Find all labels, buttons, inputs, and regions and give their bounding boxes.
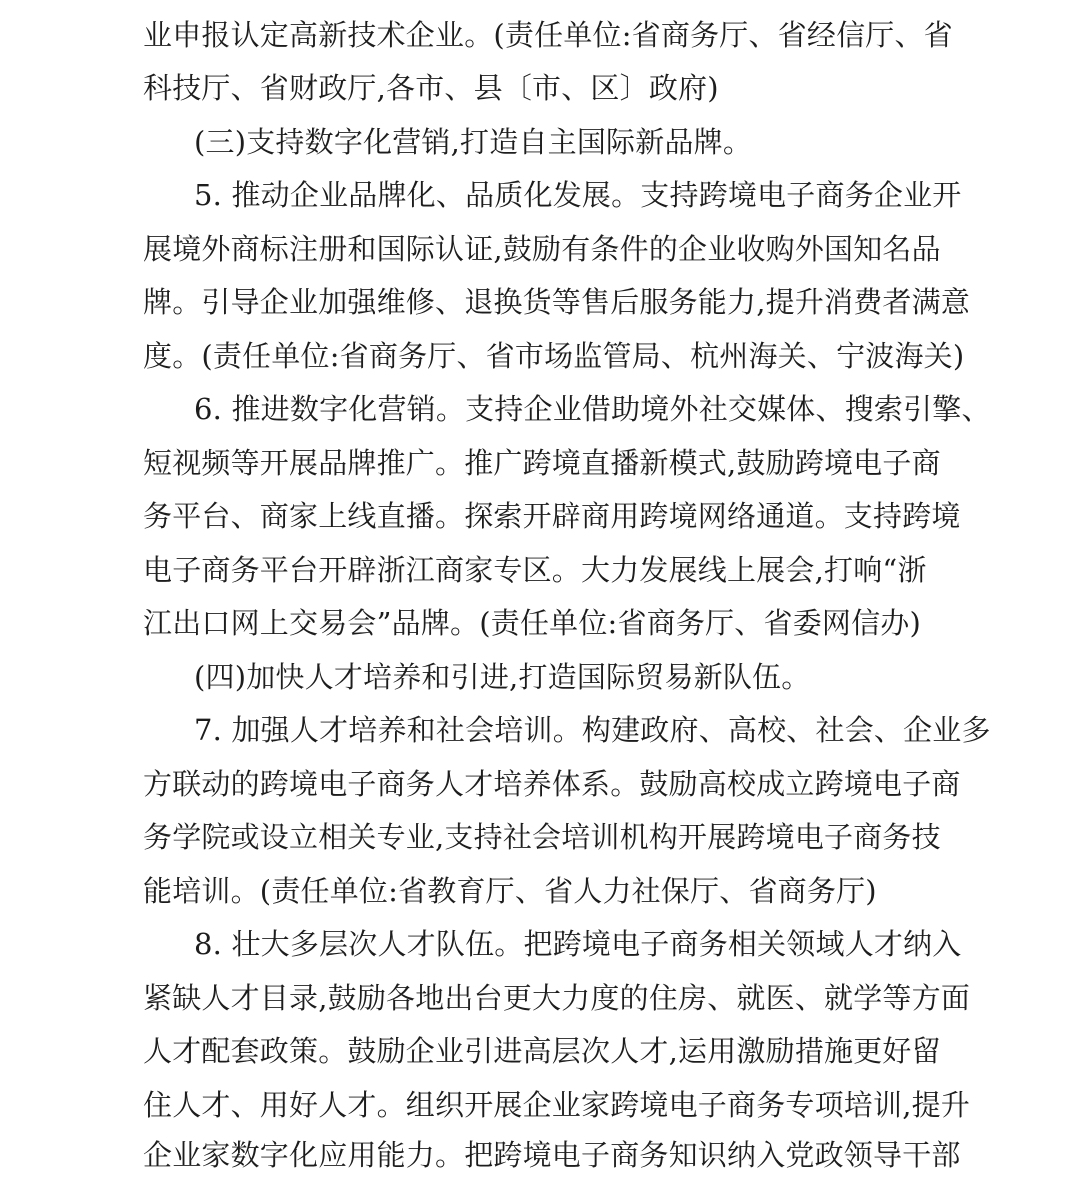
paragraph-7-line-3: 务学院或设立相关专业,支持社会培训机构开展跨境电子商务技 [143,820,941,854]
paragraph-6-line-3: 务平台、商家上线直播。探索开辟商用跨境网络通道。支持跨境 [143,499,961,533]
paragraph-8-line-2: 紧缺人才目录,鼓励各地出台更大力度的住房、就医、就学等方面 [143,981,971,1015]
paragraph-5-line-2: 展境外商标注册和国际认证,鼓励有条件的企业收购外国知名品 [143,232,941,266]
paragraph-6-line-4: 电子商务平台开辟浙江商家专区。大力发展线上展会,打响“浙 [143,553,927,587]
paragraph-7-line-4: 能培训。(责任单位:省教育厅、省人力社保厅、省商务厅) [143,874,877,908]
paragraph-6-line-2: 短视频等开展品牌推广。推广跨境直播新模式,鼓励跨境电子商 [143,446,941,480]
text-line-2: 科技厅、省财政厅,各市、县〔市、区〕政府) [143,71,719,105]
paragraph-6-line-5: 江出口网上交易会”品牌。(责任单位:省商务厅、省委网信办) [143,606,922,640]
paragraph-8-line-3: 人才配套政策。鼓励企业引进高层次人才,运用激励措施更好留 [143,1034,941,1068]
paragraph-8-line-5: 企业家数字化应用能力。把跨境电子商务知识纳入党政领导干部 [143,1138,961,1172]
section-heading-4: (四)加快人才培养和引进,打造国际贸易新队伍。 [194,660,811,694]
text-line-1: 业申报认定高新技术企业。(责任单位:省商务厅、省经信厅、省 [143,18,953,52]
paragraph-7-line-1: 7. 加强人才培养和社会培训。构建政府、高校、社会、企业多 [194,713,991,747]
paragraph-5-line-1: 5. 推动企业品牌化、品质化发展。支持跨境电子商务企业开 [194,178,962,212]
paragraph-5-line-4: 度。(责任单位:省商务厅、省市场监管局、杭州海关、宁波海关) [143,339,965,373]
paragraph-8-line-1: 8. 壮大多层次人才队伍。把跨境电子商务相关领域人才纳入 [194,927,962,961]
paragraph-7-line-2: 方联动的跨境电子商务人才培养体系。鼓励高校成立跨境电子商 [143,767,961,801]
paragraph-8-line-4: 住人才、用好人才。组织开展企业家跨境电子商务专项培训,提升 [143,1088,971,1122]
paragraph-6-line-1: 6. 推进数字化营销。支持企业借助境外社交媒体、搜索引擎、 [194,392,991,426]
paragraph-5-line-3: 牌。引导企业加强维修、退换货等售后服务能力,提升消费者满意 [143,285,971,319]
section-heading-3: (三)支持数字化营销,打造自主国际新品牌。 [194,125,753,159]
